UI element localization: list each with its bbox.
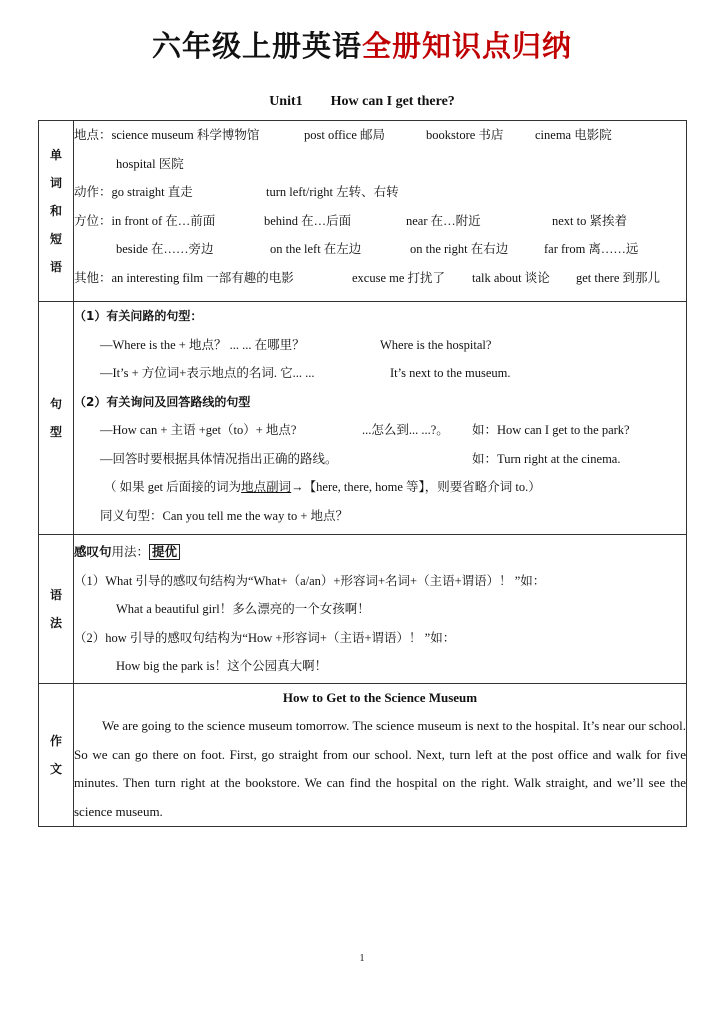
label-char: 型 [49, 425, 62, 439]
section-heading: （2）有关询问及回答路线的句型 [74, 394, 251, 409]
vocab-item: far from 离……远 [544, 242, 639, 256]
vocab-label [39, 121, 74, 302]
vocab-line [74, 121, 686, 150]
essay-row [39, 684, 687, 827]
sentence-line [74, 359, 686, 388]
sentence-line [74, 445, 686, 474]
pattern: —回答时要根据具体情况指出正确的路线。 [100, 451, 338, 466]
vocab-line [74, 207, 686, 236]
vocab-item: talk about 谈论 [472, 270, 550, 285]
essay-title: How to Get to the Science Museum [282, 690, 478, 705]
sentence-line: 同义句型：Can you tell me the way to + 地点？ [100, 508, 348, 523]
sentence-note [74, 473, 686, 502]
example: Where is the hospital? [380, 337, 492, 352]
vocab-item: turn left/right 左转、右转 [266, 185, 399, 199]
grammar-rule: （2）how 引导的感叹句结构为“How +形容词+（主语+谓语）！ ”如： [74, 630, 456, 645]
sentence-label [39, 302, 74, 535]
label-char: 句 [49, 397, 62, 411]
vocab-item: post office 邮局 [304, 128, 386, 142]
vocab-line [74, 150, 686, 179]
essay-label [39, 684, 74, 827]
note-text: →【here, there, home 等】，则要省略介词 to.） [291, 480, 541, 494]
label-char: 文 [49, 762, 62, 776]
label-char: 作 [49, 734, 62, 748]
pattern: —How can + 主语 +get（to）+ 地点? [100, 423, 297, 437]
note-underlined: 地点副词 [241, 480, 292, 494]
vocab-item: excuse me 打扰了 [352, 270, 446, 285]
vocab-item: 方位：in front of 在…前面 [74, 213, 216, 228]
page-number: 1 [359, 953, 365, 964]
title-red: 全册知识点归纳 [362, 29, 573, 63]
section-heading: （1）有关问路的句型： [74, 309, 203, 323]
vocab-item: 地点：science museum 科学博物馆 [74, 128, 260, 142]
unit-heading [0, 94, 724, 110]
unit-number: Unit1 [269, 94, 303, 109]
sentence-line [74, 416, 686, 445]
sentence-row [39, 302, 687, 535]
vocab-item: bookstore 书店 [426, 128, 504, 142]
grammar-example: What a beautiful girl！多么漂亮的一个女孩啊！ [116, 602, 370, 616]
knowledge-table [38, 120, 687, 827]
essay-content [74, 684, 687, 827]
unit-name: How can I get there? [330, 94, 455, 109]
vocab-line [74, 178, 686, 207]
pattern: —It’s + 方位词+表示地点的名词. 它... ... [100, 366, 315, 380]
example: 如：Turn right at the cinema. [472, 451, 621, 466]
vocab-item: 其他：an interesting film 一部有趣的电影 [74, 270, 294, 285]
grammar-label [39, 535, 74, 684]
vocab-item: beside 在……旁边 [116, 242, 214, 256]
label-char: 语 [49, 588, 62, 602]
sentence-line [74, 331, 686, 360]
vocab-item: on the right 在右边 [410, 242, 509, 256]
label-char: 单 [49, 148, 62, 162]
grammar-rule: （1）What 引导的感叹句结构为“What+（a/an）+形容词+名词+（主语+谓语）！ ”如： [74, 573, 546, 588]
sentence-content [74, 302, 687, 535]
label-char: 和 [49, 204, 62, 218]
grammar-row [39, 535, 687, 684]
label-char: 词 [49, 176, 62, 190]
example: 如：How can I get to the park? [472, 423, 630, 437]
label-char: 语 [49, 260, 62, 274]
pattern: —Where is the + 地点？ ... ... 在哪里？ [100, 337, 305, 352]
vocab-item: 动作：go straight 直走 [74, 185, 193, 199]
vocab-item: behind 在…后面 [264, 213, 352, 228]
label-char: 短 [49, 232, 62, 246]
vocab-item: next to 紧挨着 [552, 213, 627, 228]
grammar-heading [74, 535, 686, 567]
vocab-item: near 在…附近 [406, 213, 481, 228]
grammar-content [74, 535, 687, 684]
pattern-meaning: ...怎么到... ...?。 [362, 423, 449, 437]
page-title [0, 24, 724, 65]
vocab-item: on the left 在左边 [270, 242, 362, 256]
vocab-line [74, 264, 686, 293]
essay-text: We are going to the science museum tomorrow. The science museum is next to the hospital. It’s near our school. So we can go there on foot. First, go straight from our school. Next, turn left at the post office and walk for five minutes. Then turn right at the bookstore. We can find the hospital on the right. Walk straight, and we’ll see the science museum. [74, 718, 686, 819]
vocab-line [74, 235, 686, 264]
vocab-content [74, 121, 687, 302]
grammar-example: How big the park is！这个公园真大啊！ [116, 659, 328, 673]
note-text: （ 如果 get 后面接的词为 [104, 480, 242, 494]
vocab-item: get there 到那儿 [576, 270, 661, 285]
grammar-topic: 感叹句 [74, 545, 112, 559]
example: It’s next to the museum. [390, 366, 511, 380]
advanced-badge: 提优 [149, 544, 180, 560]
vocab-row [39, 121, 687, 302]
grammar-topic-suffix: 用法： [111, 545, 150, 559]
vocab-item: cinema 电影院 [535, 128, 612, 142]
title-black: 六年级上册英语 [151, 29, 362, 63]
label-char: 法 [49, 616, 62, 630]
vocab-item: hospital 医院 [116, 156, 184, 171]
